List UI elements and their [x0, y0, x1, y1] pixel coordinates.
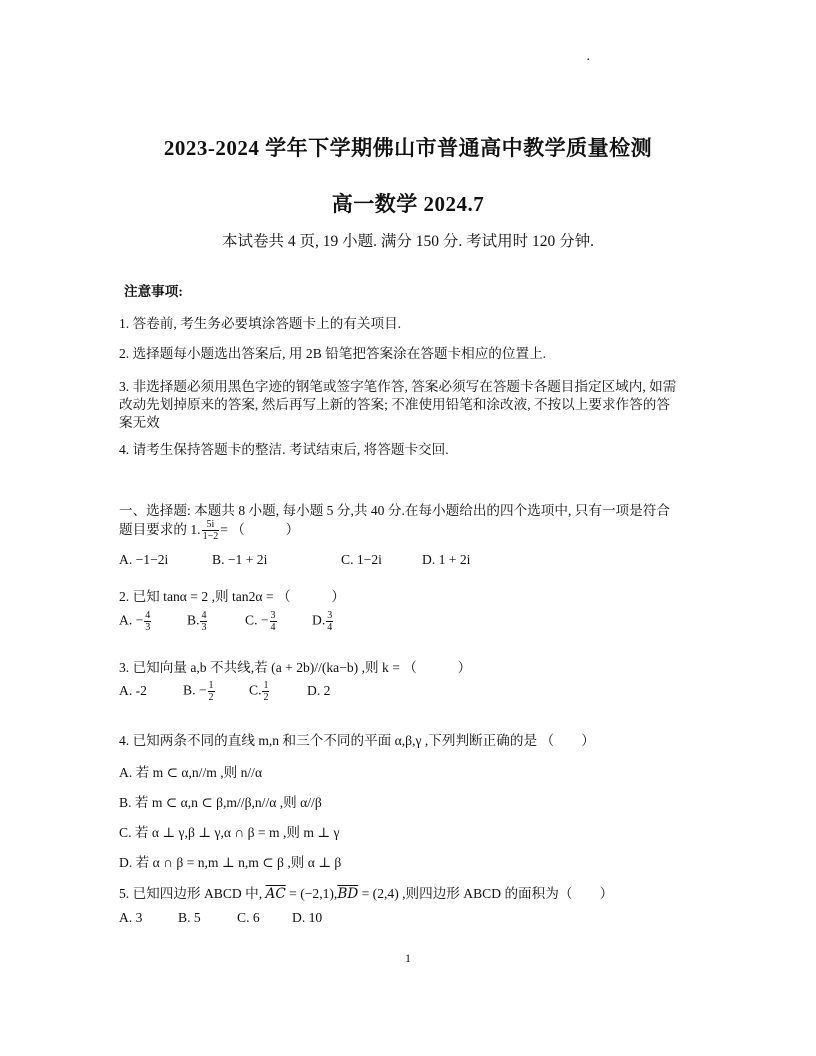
notice-item-3: 3. 非选择题必须用黑色字迹的钢笔或签字笔作答, 答案必须写在答题卡各题目指定区域内, 如需 — [119, 379, 677, 394]
q1-option-d: D. 1 + 2i — [422, 552, 471, 567]
vector-ac: $\overline{AC}$ — [265, 886, 286, 902]
page-number: 1 — [405, 951, 411, 965]
q1-option-a: A. −1−2i — [119, 552, 169, 567]
notice-item-2: 2. 选择题每小题选出答案后, 用 2B 铅笔把答案涂在答题卡相应的位置上. — [119, 346, 547, 361]
section-intro: 一、选择题: 本题共 8 小题, 每小题 5 分,共 40 分.在每小题给出的四个选项中, 只有一项是符合 — [119, 503, 670, 518]
q4-option-c: C. 若 α ⊥ γ,β ⊥ γ,α ∩ β = m ,则 m ⊥ γ — [119, 825, 340, 840]
question-2-options — [119, 610, 334, 633]
question-4-stem: 4. 已知两条不同的直线 m,n 和三个不同的平面 α,β,γ ,下列判断正确的是 （ ） — [119, 733, 595, 748]
notice-item-4: 4. 请考生保持答题卡的整洁. 考试结束后, 将答题卡交回. — [119, 442, 449, 457]
question-2-stem: 2. 已知 tanα = 2 ,则 tan2α = （ ） — [119, 589, 345, 604]
q3-option-a: A. -2 — [119, 682, 147, 698]
notice-item-3-end: 案无效 — [119, 415, 160, 430]
q2-option-d: D. $\frac{3}{4}$ — [312, 610, 333, 633]
notice-heading: 注意事项: — [124, 284, 183, 299]
q2-option-b: B. $\frac{4}{3}$ — [187, 610, 207, 633]
q1-option-b: B. −1 + 2i — [212, 552, 268, 567]
question-1-options — [119, 552, 470, 568]
q3-option-d: D. 2 — [307, 682, 331, 698]
exam-info: 本试卷共 4 页, 19 小题. 满分 150 分. 考试用时 120 分钟. — [221, 233, 594, 250]
section-intro-cont — [119, 518, 299, 542]
question-5-stem: 5. 已知四边形 ABCD 中, $\overline{AC} = (-2,1),\overline{BD} = (2,4)$ ,则四边形 ABCD 的面积为（ ） — [119, 886, 614, 902]
header-dot: · — [586, 52, 591, 67]
question-3-options — [119, 680, 330, 703]
q2-option-c: C. − $\frac{3}{4}$ — [245, 610, 276, 633]
q5-option-c: C. 6 — [237, 910, 260, 925]
q5-option-b: B. 5 — [178, 910, 201, 925]
page-subtitle: 高一数学 2024.7 — [331, 192, 485, 216]
notice-item-1: 1. 答卷前, 考生务必要填涂答题卡上的有关项目. — [119, 316, 402, 331]
question-5-options — [119, 910, 322, 926]
q5-option-d: D. 10 — [292, 910, 323, 925]
q4-option-d: D. 若 α ∩ β = n,m ⊥ n,m ⊂ β ,则 α ⊥ β — [119, 855, 342, 870]
q4-option-a: A. 若 m ⊂ α,n//m ,则 n//α — [119, 765, 263, 780]
notice-item-3-cont: 改动先划掉原来的答案, 然后再写上新的答案; 不准使用铅笔和涂改液, 不按以上要求作答的答 — [119, 397, 670, 412]
q1-option-c: C. 1−2i — [341, 552, 382, 567]
page-title: 2023-2024 学年下学期佛山市普通高中教学质量检测 — [163, 136, 653, 160]
q5-option-a: A. 3 — [119, 910, 143, 925]
question-1-number: 题目要求的 1. — [119, 522, 201, 537]
q3-option-c: C. $\frac{1}{2}$ — [249, 680, 269, 703]
q2-option-a: A. − $\frac{4}{3}$ — [119, 610, 151, 633]
q4-option-b: B. 若 m ⊂ α,n ⊂ β,m//β,n//α ,则 α//β — [119, 795, 322, 810]
question-3-stem: 3. 已知向量 a,b 不共线,若 (a + 2b)//(ka−b) ,则 k = （ ） — [119, 660, 472, 675]
vector-bd: $\overline{BD}$ — [337, 886, 359, 902]
q3-option-b: B. − $\frac{1}{2}$ — [183, 680, 214, 703]
question-1-fraction: $\frac{5i}{1-2}$ — [202, 519, 219, 543]
question-1-tail: = （ ） — [220, 522, 300, 537]
